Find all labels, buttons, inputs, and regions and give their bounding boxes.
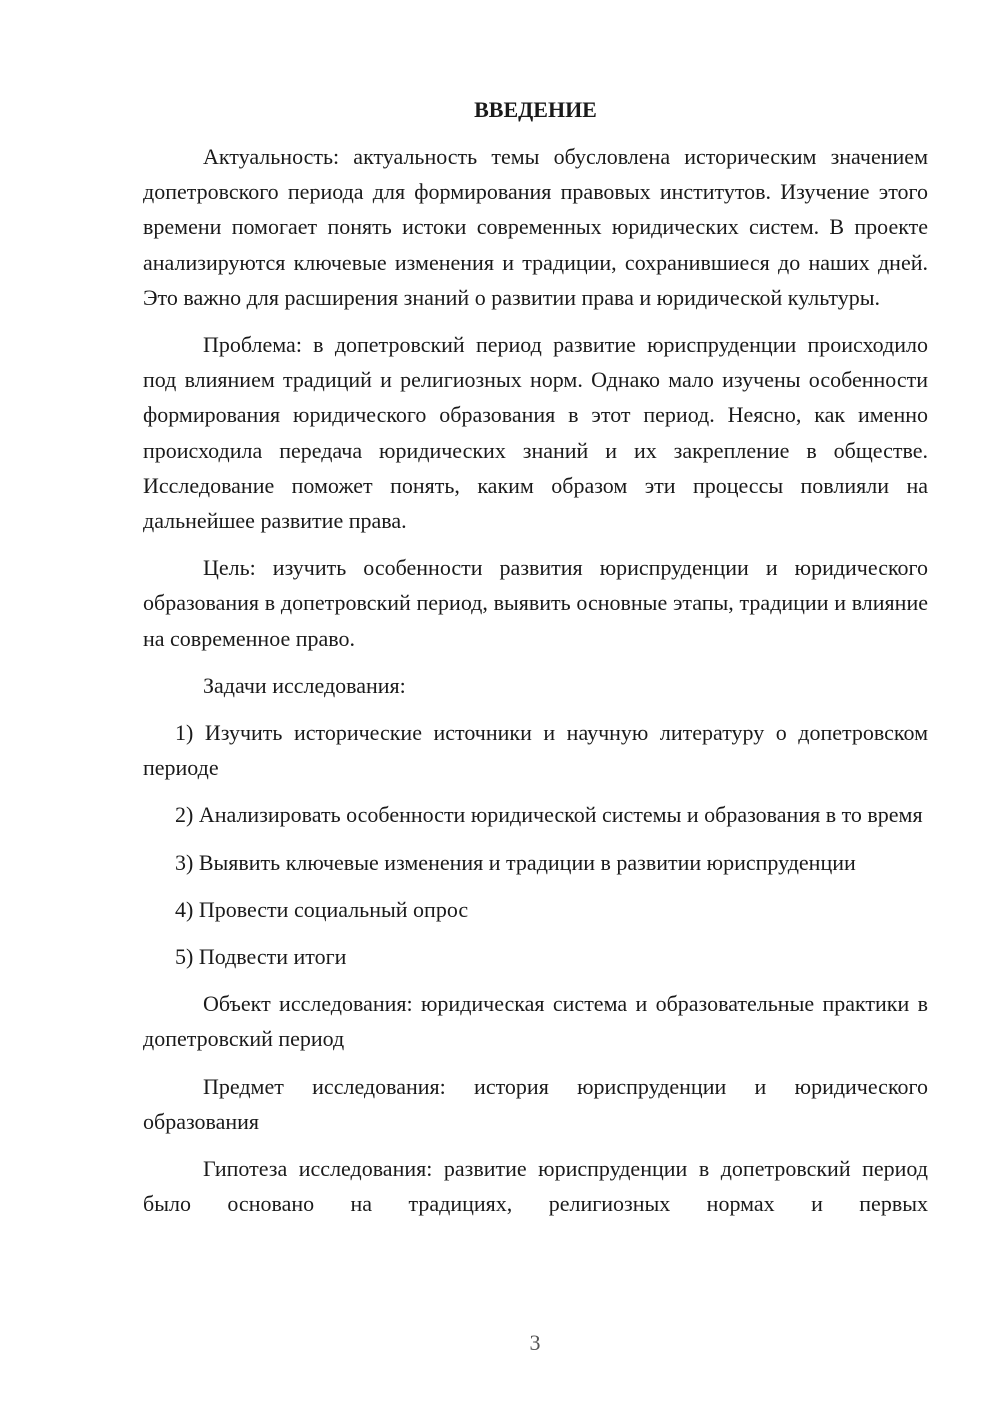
paragraph-hypothesis: Гипотеза исследования: развитие юриспруденции в допетровский период было основано на традициях, религиозных нормах и первых	[143, 1156, 928, 1217]
task-item: 1) Изучить исторические источники и научную литературу о допетровском периоде	[143, 720, 928, 781]
paragraph-subject: Предмет исследования: история юриспруденции и юридического образования	[143, 1073, 928, 1134]
section-title: ВВЕДЕНИЕ	[474, 97, 597, 122]
tasks-heading: Задачи исследования:	[203, 672, 406, 698]
paragraph-object: Объект исследования: юридическая система и образовательные практики в допетровский период	[143, 991, 928, 1052]
paragraph-goal: Цель: изучить особенности развития юриспруденции и юридического образования в допетровский период, выявить основные этапы, традиции и влияние на современное право.	[143, 555, 928, 651]
task-item: 3) Выявить ключевые изменения и традиции в развитии юриспруденции	[175, 849, 856, 875]
paragraph-relevance: Актуальность: актуальность темы обусловлена историческим значением допетровского периода для формирования правовых институтов. Изучение этого времени помогает понять истоки современных юридических систем. В проекте анализируются ключевые изменения и традиции, сохранившиеся до наших дней. Это важно для расширения знаний о развитии права и юридической культуры.	[143, 144, 928, 310]
page-number: 3	[529, 1330, 541, 1355]
paragraph-problem: Проблема: в допетровский период развитие юриспруденции происходило под влиянием традиций и религиозных норм. Однако мало изучены особенности формирования юридического образования в этот период. Неясно, как именно происходила передача юридических знаний и их закрепление в обществе. Исследование поможет понять, каким образом эти процессы повлияли на дальнейшее развитие права.	[143, 332, 928, 534]
task-item: 4) Провести социальный опрос	[175, 896, 469, 922]
tasks-list	[143, 715, 928, 974]
document-page	[143, 92, 928, 1233]
task-item: 2) Анализировать особенности юридической системы и образования в то время	[175, 802, 923, 828]
task-item: 5) Подвести итоги	[175, 944, 347, 970]
